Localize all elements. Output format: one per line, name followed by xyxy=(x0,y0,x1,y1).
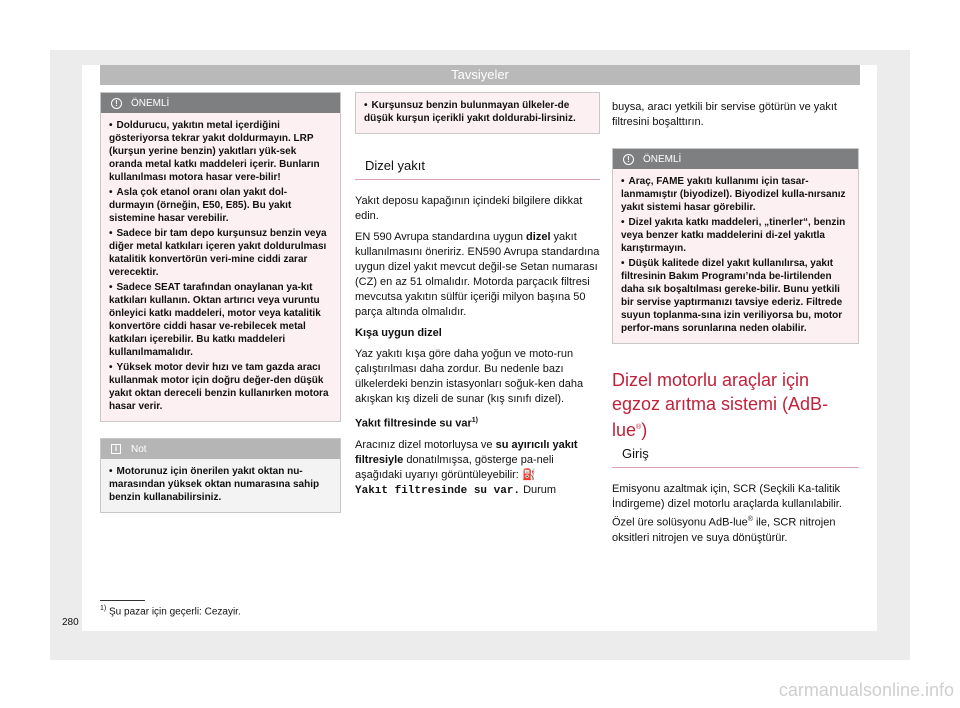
column-right xyxy=(612,100,859,546)
warning-item: • Kurşunsuz benzin bulunmayan ülkeler-de düşük kurşun içerikli yakıt doldurabi-lirsiniz. xyxy=(364,99,591,125)
fuel-filter-icon: ⛽ xyxy=(521,468,536,481)
column-left xyxy=(100,92,341,513)
footnote-divider xyxy=(100,600,145,601)
warning-item: • Yüksek motor devir hızı ve tam gazda aracı kullanmak motor için doğru değer-den düşük yakıt oktan dereceli benzin kullanırken motora hasar verir. xyxy=(109,361,332,413)
warning-body xyxy=(101,113,340,421)
section-heading-diesel: Dizel yakıt xyxy=(355,158,600,180)
page-number: 280 xyxy=(62,617,79,628)
warning-item: • Sadece bir tam depo kurşunsuz benzin veya diğer metal katkıları içeren yakıt doldurulması katalitik konvertörün veri-mine ciddi zarar verecektir. xyxy=(109,227,332,279)
warning-item: • Asla çok etanol oranı olan yakıt dol-durmayın (örneğin, E50, E85). Bu yakıt sistemine hasar verebilir. xyxy=(109,186,332,225)
footnote: $^{1)}$ Şu pazar için geçerli: Cezayir. xyxy=(100,605,241,618)
chapter-heading: Dizel motorlu araçlar için egzoz arıtma sistemi (AdB-lue®) xyxy=(612,370,829,440)
watermark: carmanualsonline.info xyxy=(778,680,954,700)
column-middle xyxy=(355,92,600,505)
note-title: Not xyxy=(131,443,147,455)
warning-icon: ! xyxy=(111,98,122,109)
note-box xyxy=(100,438,341,513)
warning-header xyxy=(613,149,858,169)
warning-header xyxy=(101,93,340,113)
warning-box xyxy=(612,148,859,344)
paragraph: Yakıt deposu kapağının içindeki bilgilere dikkat edin. xyxy=(355,195,583,222)
warning-icon: ! xyxy=(623,154,634,165)
subheading-water-in-filter: Yakıt filtresinde su var$^{1)}$ xyxy=(355,417,479,430)
note-header xyxy=(101,439,340,459)
warning-title: ÖNEMLİ xyxy=(643,153,682,165)
warning-item: • Dizel yakıta katkı maddeleri, „tinerler“, benzin veya benzer katkı maddelerini di-zel yakıtla karıştırmayın. xyxy=(621,216,850,255)
warning-box xyxy=(100,92,341,422)
warning-item: • Düşük kalitede dizel yakıt kullanılırsa, yakıt filtresinin Bakım Programı’nda be-lirtilenden daha sık boşaltılması gereke-bilir. Bunu yetkili bir servise yaptırmanızı tavsiye ederiz. Filtrede suyun toplanma-sına izin veriliyorsa bu, motor perfor-mans sorunlarına neden olabilir. xyxy=(621,257,850,335)
section-heading-intro: Giriş xyxy=(612,442,859,468)
warning-body xyxy=(613,169,858,343)
paragraph: Aracınız dizel motorluysa ve su ayırıcılı yakıt filtresiyle donatılmışsa, gösterge pa-neli aşağıdaki uyarıyı görüntüleyebilir: ⛽ Yakıt filtresinde su var. Durum xyxy=(355,438,578,497)
page-header-title: Tavsiyeler xyxy=(451,67,509,82)
paragraph: buysa, aracı yetkili bir servise götürün ve yakıt filtresini boşalttırın. xyxy=(612,101,837,128)
warning-item: • Araç, FAME yakıtı kullanımı için tasar-lanmamıştır (biyodizel). Biyodizel kulla-nırsanız yakıt sistemi hasar görebilir. xyxy=(621,175,850,214)
diesel-text xyxy=(355,194,600,499)
warning-continuation-box xyxy=(355,92,600,134)
subheading-winter-diesel: Kışa uygun dizel xyxy=(355,327,442,339)
intro-paragraph: Emisyonu azaltmak için, SCR (Seçkili Ka-talitik İndirgeme) dizel motorlu araçlarda kullanılabilir. Özel üre solüsyonu AdB-lue® ile, SCR nitrojen oksitleri nitrojen ve suya dönüştürür. xyxy=(612,483,842,544)
header-bar xyxy=(100,65,860,85)
note-item: • Motorunuz için önerilen yakıt oktan nu-marasından yüksek oktan numarasına sahip benzin kullanabilirsiniz. xyxy=(109,465,332,504)
warning-item: • Sadece SEAT tarafından onaylanan ya-kıt katkıları kullanın. Oktan artırıcı veya vuruntu önleyici katkı maddeleri, motor veya katalitik konvertöre ciddi hasar ve-rebilecek metal katkıları içerebilir. Bu katkı maddeleri kullanılmamalıdır. xyxy=(109,281,332,359)
warning-item: • Doldurucu, yakıtın metal içerdiğini gösteriyorsa tekrar yakıt doldurmayın. LRP (kurşun yerine benzin) yakıtları yük-sek oranda metal katkı maddeleri içerir. Bunların kullanılması motora hasar vere-bilir! xyxy=(109,119,332,184)
info-icon: i xyxy=(111,444,121,454)
warning-title: ÖNEMLİ xyxy=(131,97,170,109)
paragraph: Yaz yakıtı kışa göre daha yoğun ve moto-run çalıştırılması daha zordur. Bu nedenle bazı ülkelerdeki benzin istasyonları soğuk-ken daha akışkan kış dizeli de sunar (kış sınıfı dizel). xyxy=(355,348,584,405)
note-body xyxy=(101,459,340,512)
paragraph: EN 590 Avrupa standardına uygun dizel yakıt kullanılmasını öneririz. EN590 Avrupa standardına uygun dizel yakıt mevcut değil-se Setan numarası (CZ) en az 51 olmalıdır. Motorda parçacık filtresi mevcutsa yakıtın sülfür içeriği milyon başına 50 parça altında olmalıdır. xyxy=(355,231,600,318)
warning-continuation-body xyxy=(356,93,599,133)
